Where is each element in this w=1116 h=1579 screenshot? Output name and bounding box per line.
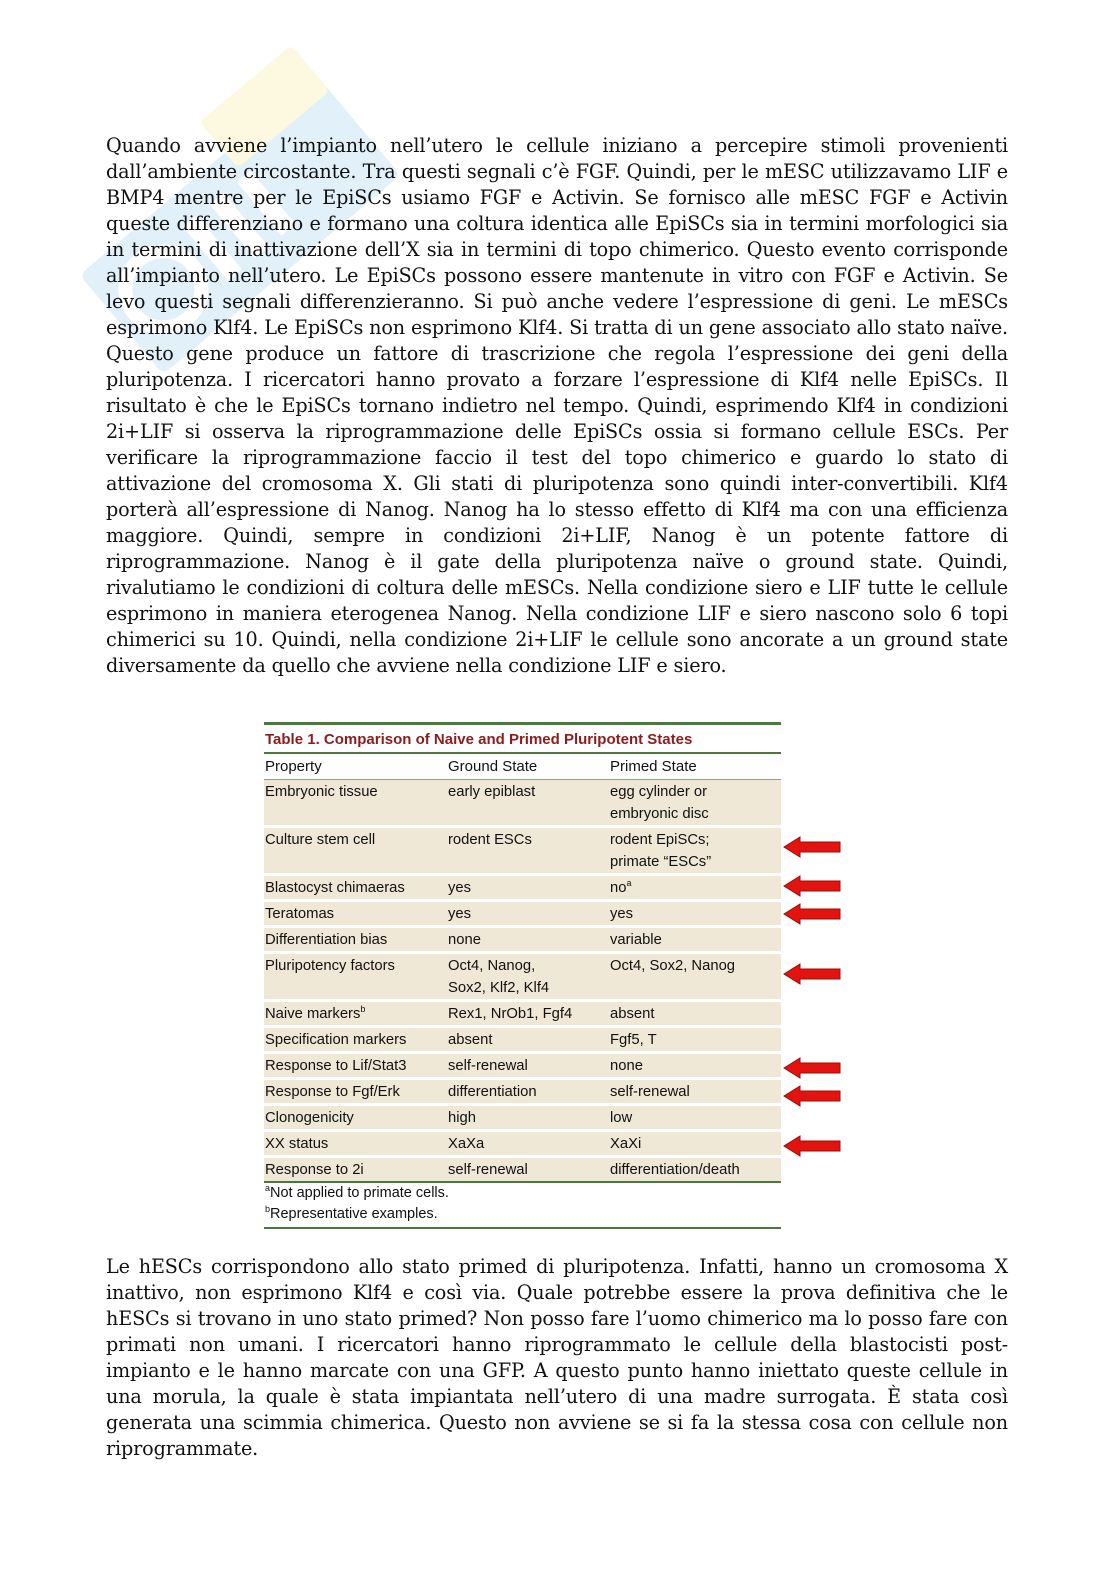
table-row — [264, 1080, 781, 1106]
table-row — [264, 954, 781, 1002]
row-property: XX status — [265, 1136, 329, 1152]
row-primed: none — [610, 1058, 643, 1074]
row-property: Blastocyst chimaeras — [265, 880, 405, 896]
arrow-left-icon — [782, 962, 842, 986]
row-primed: rodent EpiSCs; — [610, 832, 710, 848]
table-row — [264, 902, 781, 928]
footnote-text: Not applied to primate cells. — [270, 1185, 449, 1201]
row-property: Culture stem cell — [265, 832, 376, 848]
arrow-left-icon — [782, 1084, 842, 1108]
table-caption: Table 1. Comparison of Naive and Primed Pluripotent States — [265, 731, 693, 748]
row-ground: rodent ESCs — [448, 832, 532, 848]
arrow-left-icon — [782, 1056, 842, 1080]
table-header — [264, 752, 781, 780]
row-property: Response to 2i — [265, 1162, 364, 1178]
table-row — [264, 876, 781, 902]
row-ground: differentiation — [448, 1084, 537, 1100]
footnote-mark: a — [265, 1183, 271, 1194]
row-primed: XaXi — [610, 1136, 642, 1152]
row-ground: self-renewal — [448, 1162, 528, 1178]
row-property: Response to Fgf/Erk — [265, 1084, 400, 1100]
row-ground: early epiblast — [448, 784, 536, 800]
row-primed: Fgf5, T — [610, 1032, 657, 1048]
header-property: Property — [265, 758, 322, 775]
footnote-b — [264, 1204, 781, 1225]
footnote-a — [264, 1183, 781, 1204]
row-ground: yes — [448, 906, 472, 922]
row-ground: XaXa — [448, 1136, 485, 1152]
table-row — [264, 780, 781, 828]
row-ground: yes — [448, 880, 472, 896]
row-property: Differentiation bias — [265, 932, 388, 948]
footnote-mark: a — [626, 878, 632, 889]
row-primed-line2: primate “ESCs” — [610, 854, 712, 870]
row-property: Embryonic tissue — [265, 784, 378, 800]
row-property: Clonogenicity — [265, 1110, 354, 1126]
arrow-left-icon — [782, 902, 842, 926]
row-property: Specification markers — [265, 1032, 407, 1048]
row-primed: yes — [610, 906, 634, 922]
arrow-left-icon — [782, 835, 842, 859]
table-row — [264, 1132, 781, 1158]
row-property: Pluripotency factors — [265, 958, 395, 974]
header-ground-state: Ground State — [448, 758, 538, 775]
table-row — [264, 1158, 781, 1181]
arrow-left-icon — [782, 1134, 842, 1158]
row-primed: Oct4, Sox2, Nanog — [610, 958, 736, 974]
row-primed: egg cylinder or — [610, 784, 708, 800]
footnote-mark: b — [360, 1004, 366, 1015]
table-row — [264, 828, 781, 876]
row-primed: no — [610, 880, 627, 896]
row-primed: variable — [610, 932, 662, 948]
arrow-left-icon — [782, 874, 842, 898]
header-primed-state: Primed State — [610, 758, 697, 775]
row-ground: Oct4, Nanog, — [448, 958, 536, 974]
row-ground: self-renewal — [448, 1058, 528, 1074]
row-property: Naive markers — [265, 1006, 361, 1022]
row-primed: low — [610, 1110, 633, 1126]
footnote-text: Representative examples. — [270, 1206, 438, 1222]
table-row — [264, 928, 781, 954]
row-primed: self-renewal — [610, 1084, 690, 1100]
intro-paragraph: Quando avviene l’impianto nell’utero le cellule iniziano a percepire stimoli provenienti dall’ambiente circostante. Tra questi segnali c’è FGF. Quindi, per le mESC utilizzavamo LIF e BMP4 mentre per le EpiSCs usiamo FGF e Activin. Se fornisco alle mESC FGF e Activin queste differenziano e formano una coltura identica alle EpiSCs sia in termini morfologici sia in termini di inattivazione dell’X sia in termini di topo chimerico. Questo evento corrisponde all’impianto nell’utero. Le EpiSCs possono essere mantenute in vitro con FGF e Activin. Se levo questi segnali differenzieranno. Si può anche vedere l’espressione di geni. Le mESCs esprimono Klf4. Le EpiSCs non esprimono Klf4. Si tratta di un gene associato allo stato naïve. Questo gene produce un fattore di trascrizione che regola l’espressione dei geni della pluripotenza. I ricercatori hanno provato a forzare l’espressione di Klf4 nelle EpiSCs. Il risultato è che le EpiSCs tornano indietro nel tempo. Quindi, esprimendo Klf4 in condizioni 2i+LIF si osserva la riprogrammazione delle EpiSCs ossia si formano cellule ESCs. Per verificare la riprogrammazione faccio il test del topo chimerico e guardo lo stato di attivazione del cromosoma X. Gli stati di pluripotenza sono quindi inter-convertibili. Klf4 porterà all’espressione di Nanog. Nanog ha lo stesso effetto di Klf4 ma con una efficienza maggiore. Quindi, sempre in condizioni 2i+LIF, Nanog è un potente fattore di riprogrammazione. Nanog è il gate della pluripotenza naïve o ground state. Quindi, rivalutiamo le condizioni di coltura delle mESCs. Nella condizione siero e LIF tutte le cellule esprimono in maniera eterogenea Nanog. Nella condizione LIF e siero nascono solo 6 topi chimerici su 10. Quindi, nella condizione 2i+LIF le cellule sono ancorate a un ground state diversamente da quello che avviene nella condizione LIF e siero. — [106, 134, 1008, 677]
footnote-mark: b — [265, 1204, 271, 1215]
row-ground-line2: Sox2, Klf2, Klf4 — [448, 980, 550, 996]
row-property: Response to Lif/Stat3 — [265, 1058, 407, 1074]
table-row — [264, 1054, 781, 1080]
row-ground: high — [448, 1110, 476, 1126]
row-ground: none — [448, 932, 481, 948]
row-primed: absent — [610, 1006, 655, 1022]
outro-paragraph: Le hESCs corrispondono allo stato primed di pluripotenza. Infatti, hanno un cromosoma X inattivo, non esprimono Klf4 e così via. Quale potrebbe essere la prova definitiva che le hESCs si trovano in uno stato primed? Non posso fare l’uomo chimerico ma lo posso fare con primati non umani. I ricercatori hanno riprogrammato le cellule della blastocisti post-impianto e le hanno marcate con una GFP. A questo punto hanno iniettato queste cellule in una morula, la quale è stata impiantata nell’utero di una madre surrogata. È stata così generata una scimmia chimerica. Questo non avviene se si fa la stessa cosa con cellule non riprogrammate. — [106, 1255, 1008, 1460]
row-ground: Rex1, NrOb1, Fgf4 — [448, 1006, 573, 1022]
comparison-table — [264, 722, 781, 1229]
row-primed: differentiation/death — [610, 1162, 740, 1178]
table-end-rule — [264, 1227, 781, 1229]
table-row — [264, 1028, 781, 1054]
table-row — [264, 1106, 781, 1132]
table-row — [264, 1002, 781, 1028]
row-primed-line2: embryonic disc — [610, 806, 709, 822]
row-ground: absent — [448, 1032, 493, 1048]
row-property: Teratomas — [265, 906, 335, 922]
